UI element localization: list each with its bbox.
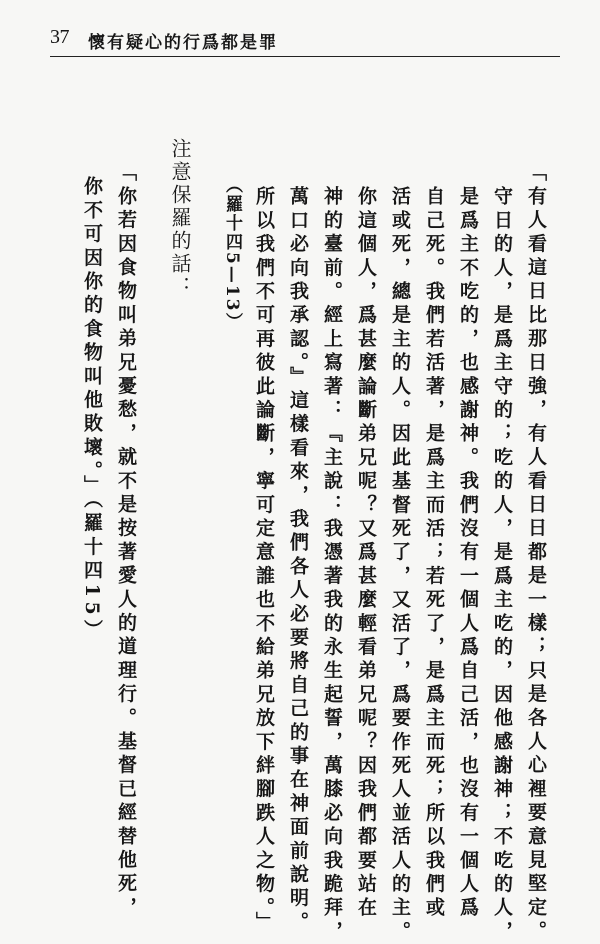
quote-column: 「你若因食物叫弟兄憂愁，就不是按著愛人的道理行。基督已經替他死， — [115, 162, 137, 921]
scripture-reference: （羅十四5—13） — [222, 176, 242, 332]
text-column: 守日的人，是爲主守的；吃的人，是爲主吃的，因他感謝神；不吃的人， — [491, 186, 513, 944]
text-column: 萬口必向我承認。』這樣看來，我們各人必要將自己的事在神面前說明。 — [287, 186, 309, 935]
text-column: 所以我們不可再彼此論斷，寧可定意誰也不給弟兄放下絆腳跌人之物。」 — [253, 186, 275, 935]
quote-column: 你不可因你的食物叫他敗壞。」（羅十四15） — [81, 176, 103, 644]
text-column: 活或死，總是主的人。因此基督死了，又活了，爲要作死人並活人的主。 — [389, 186, 411, 944]
text-column: 神的臺前。經上寫著：『主說：我憑著我的永生起誓，萬膝必向我跪拜， — [321, 186, 343, 944]
text-column: 是爲主不吃的，也感謝神。我們沒有一個人爲自己活，也沒有一個人爲 — [457, 186, 479, 921]
text-column: 自己死。我們若活著，是爲主而活；若死了，是爲主而死；所以我們或 — [423, 186, 445, 921]
header-rule — [50, 56, 560, 57]
page-header — [50, 22, 560, 52]
text-column: 「有人看這日比那日強，有人看日日都是一樣；只是各人心裡要意見堅定。 — [525, 162, 547, 944]
page-number: 37 — [50, 26, 69, 48]
text-column: 你這個人，爲甚麼論斷弟兄呢？又爲甚麼輕看弟兄呢？因我們都要站在 — [355, 186, 377, 921]
section-heading: 注意保羅的話： — [168, 138, 192, 299]
running-title: 懷有疑心的行爲都是罪 — [88, 33, 278, 53]
